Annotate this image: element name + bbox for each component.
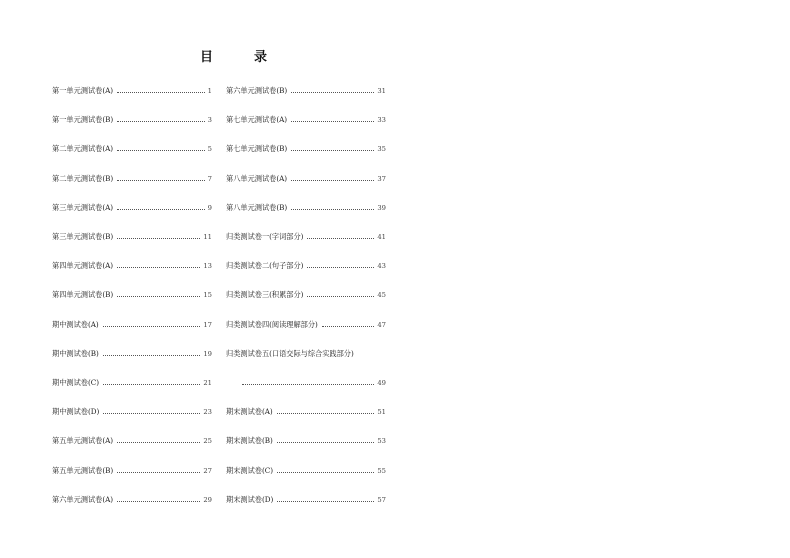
toc-entry-label: 期末测试卷(C) [226,465,274,475]
toc-entry-page-number: 43 [377,262,386,271]
dot-leader [117,441,200,443]
toc-entry[interactable] [226,84,386,98]
toc-entry-label: 第二单元测试卷(A) [52,144,114,154]
toc-entry-page-number: 49 [377,379,386,387]
toc-entry-label: 第七单元测试卷(B) [226,144,288,154]
toc-entry[interactable] [226,259,386,273]
toc-entry-label: 第八单元测试卷(A) [226,173,288,183]
toc-entry-page-number: 45 [377,291,386,300]
toc-entry[interactable] [52,434,212,448]
toc-entry[interactable] [52,318,212,332]
toc-entry-page-number: 5 [207,145,212,154]
dot-leader [291,149,374,151]
toc-entry-page-number: 15 [203,291,212,300]
dot-leader [103,354,201,356]
toc-entry-label: 期中测试卷(D) [52,407,100,417]
dot-leader [117,120,204,122]
toc-entry-page-number: 47 [377,320,386,329]
dot-leader [103,383,200,385]
toc-entry-page-number: 29 [203,495,212,504]
toc-entry-label: 第六单元测试卷(B) [226,86,288,95]
toc-entry[interactable] [226,288,386,302]
toc-entry[interactable] [226,201,386,215]
toc-entry-page-number: 9 [207,203,212,212]
dot-leader [242,383,374,385]
toc-entry-page-number: 35 [377,145,386,154]
toc-entry-label: 第一单元测试卷(B) [52,115,114,125]
toc-entry-label: 第八单元测试卷(B) [226,202,288,212]
toc-entry[interactable] [226,493,386,507]
toc-entry-label: 期末测试卷(A) [226,407,273,417]
toc-entry-label: 期末测试卷(B) [226,436,273,446]
toc-entry[interactable] [52,288,212,302]
toc-entry[interactable] [226,230,386,244]
toc-entry-page-number: 53 [377,437,386,446]
toc-entry-page-number: 13 [203,262,212,271]
dot-leader [117,149,205,151]
dot-leader [117,266,200,268]
toc-entry-label: 第三单元测试卷(A) [52,202,114,212]
toc-entry[interactable] [52,259,212,273]
toc-entry-page-number: 25 [203,437,212,446]
toc-entry[interactable] [52,201,212,215]
toc-entry-label: 第三单元测试卷(B) [52,232,114,241]
toc-entry-label: 第四单元测试卷(B) [52,290,114,300]
toc-entry-page-number: 41 [377,233,386,241]
dot-leader [291,91,374,93]
toc-entry[interactable] [226,347,386,361]
toc-entry-page-number: 1 [207,87,212,95]
toc-entry-page-number: 17 [203,320,212,329]
dot-leader [277,500,374,502]
toc-entry-label: 期末测试卷(D) [226,494,274,504]
dot-leader [103,412,200,414]
toc-entry-page-number: 21 [203,379,212,387]
toc-entry-page-number: 33 [377,116,386,125]
toc-entry-page-number: 31 [377,87,386,95]
toc-entry-label: 归类测试卷一(字词部分) [226,232,304,241]
toc-entry-label: 第二单元测试卷(B) [52,173,114,183]
dot-leader [117,179,204,181]
dot-leader [307,266,374,268]
toc-entry[interactable] [52,405,212,419]
dot-leader [103,325,201,327]
toc-entry-page-number: 51 [377,408,386,417]
dot-leader [277,441,375,443]
toc-entry-label: 归类测试卷三(积累部分) [226,290,304,300]
toc-entry-label: 归类测试卷四(阅读理解部分) [226,319,318,329]
toc-entry-label: 第五单元测试卷(A) [52,436,114,446]
toc-entry[interactable] [226,113,386,127]
toc-entry[interactable] [226,142,386,156]
toc-entry-page-number: 11 [203,233,212,241]
dot-leader [277,412,375,414]
toc-entry-label: 第四单元测试卷(A) [52,261,114,271]
toc-entry-page-number: 19 [203,349,212,358]
toc-entry[interactable] [52,142,212,156]
toc-entry-page-number: 23 [203,408,212,417]
dot-leader [117,471,200,473]
dot-leader [307,295,374,297]
toc-entry[interactable] [226,172,386,186]
dot-leader [117,500,200,502]
toc-entry[interactable] [52,376,212,390]
toc-title: 目 录 [200,50,282,65]
toc-entry[interactable] [52,347,212,361]
dot-leader [291,208,374,210]
toc-entry-page-number: 55 [377,466,386,475]
toc-entry-label: 归类测试卷五(口语交际与综合实践部分) [226,348,354,358]
toc-entry[interactable] [226,464,386,478]
toc-entry-label: 第一单元测试卷(A) [52,86,114,95]
dot-leader [291,120,374,122]
toc-entry[interactable] [226,318,386,332]
toc-entry-page-number: 7 [207,174,212,183]
dot-leader [117,237,200,239]
dot-leader [322,325,374,327]
toc-entry-label: 期中测试卷(B) [52,348,99,358]
toc-entry[interactable] [52,84,212,98]
toc-entry[interactable] [52,464,212,478]
toc-entry[interactable] [52,172,212,186]
toc-entry-label: 期中测试卷(C) [52,378,100,387]
toc-entry-label: 第五单元测试卷(B) [52,465,114,475]
toc-entry-label: 归类测试卷二(句子部分) [226,261,304,271]
toc-entry-label: 第六单元测试卷(A) [52,494,114,504]
toc-entry-page-number: 57 [377,495,386,504]
toc-entry-label: 第七单元测试卷(A) [226,115,288,125]
toc-entry[interactable] [52,230,212,244]
toc-entry[interactable] [52,113,212,127]
dot-leader [277,471,374,473]
toc-entry[interactable] [226,376,386,390]
dot-leader [307,237,374,239]
toc-entry[interactable] [226,434,386,448]
toc-entry-page-number: 39 [377,203,386,212]
toc-entry[interactable] [226,405,386,419]
dot-leader [117,295,200,297]
dot-leader [291,179,374,181]
toc-entry-page-number: 27 [203,466,212,475]
dot-leader [117,208,205,210]
toc-entry-page-number: 37 [377,174,386,183]
toc-entry-page-number: 3 [207,116,212,125]
toc-entry[interactable] [52,493,212,507]
dot-leader [117,91,205,93]
toc-entry-label: 期中测试卷(A) [52,319,99,329]
